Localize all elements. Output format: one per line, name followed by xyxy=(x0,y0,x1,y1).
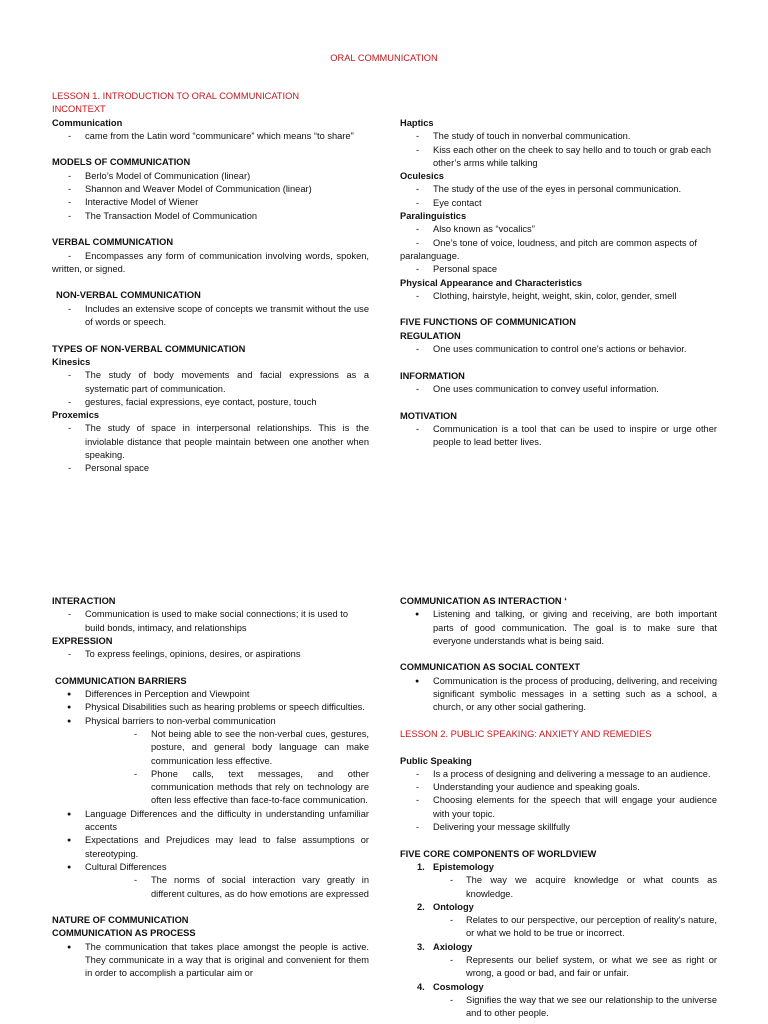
communication-heading: Communication xyxy=(52,117,123,128)
proxemics-item: - Personal space xyxy=(52,462,369,475)
barrier-subitem: - Not being able to see the non-verbal cues, gestures, posture, and general body language can make communication less effective. xyxy=(52,728,369,768)
public-speaking-item: - Is a process of designing and delivering a message to an audience. xyxy=(400,768,717,781)
motivation-heading: MOTIVATION xyxy=(400,410,457,421)
communication-definition: - came from the Latin word “communicare” which means “to share” xyxy=(52,130,369,143)
physical-item: - Clothing, hairstyle, height, weight, skin, color, gender, smell xyxy=(400,290,717,303)
worldview-item-definition: - Relates to our perspective, our perception of reality's nature, or what we hold to be true or incorrect. xyxy=(400,914,717,941)
as-social-definition: ● Communication is the process of producing, delivering, and receiving significant symbolic messages in a setting such as a school, a church, or any other social gathering. xyxy=(400,675,717,715)
barrier-item: ● Expectations and Prejudices may lead to false assumptions or stereotyping. xyxy=(52,834,369,861)
process-heading: COMMUNICATION AS PROCESS xyxy=(52,928,196,939)
public-speaking-item: - Understanding your audience and speaking goals. xyxy=(400,781,717,794)
haptics-item: - The study of touch in nonverbal communication. xyxy=(400,130,717,143)
types-heading: TYPES OF NON-VERBAL COMMUNICATION xyxy=(52,343,246,354)
public-speaking-heading: Public Speaking xyxy=(400,755,472,766)
oculesics-item: - The study of the use of the eyes in personal communication. xyxy=(400,183,717,196)
models-heading: MODELS OF COMMUNICATION xyxy=(52,157,191,168)
public-speaking-item: - Choosing elements for the speech that will engage your audience with your topic. xyxy=(400,794,717,821)
model-item: - The Transaction Model of Communication xyxy=(52,210,369,223)
worldview-item-title: 1. Epistemology xyxy=(417,861,494,872)
paralinguistics-item: - Personal space xyxy=(400,263,717,276)
model-item: - Shannon and Weaver Model of Communication (linear) xyxy=(52,183,369,196)
paralinguistics-heading: Paralinguistics xyxy=(400,211,467,222)
proxemics-item: - The study of space in interpersonal relationships. This is the inviolable distance that people maintain between one another when speaking. xyxy=(52,422,369,462)
kinesics-item: - The study of body movements and facial expressions as a systematic part of communication. xyxy=(52,369,369,396)
nonverbal-heading: NON-VERBAL COMMUNICATION xyxy=(56,290,201,301)
barrier-item: ● Language Differences and the difficulty in understanding unfamiliar accents xyxy=(52,808,369,835)
lesson-1-heading: LESSON 1. INTRODUCTION TO ORAL COMMUNICATION INCONTEXT xyxy=(52,91,300,115)
page-title: ORAL COMMUNICATION xyxy=(330,53,438,63)
physical-heading: Physical Appearance and Characteristics xyxy=(400,277,583,288)
as-interaction-heading: COMMUNICATION AS INTERACTION ‘ xyxy=(400,596,567,606)
interaction-heading: INTERACTION xyxy=(52,596,116,606)
process-definition: ● The communication that takes place amongst the people is active. They communicate in a way that is original and convenient for them in order to accomplish a particular aim or xyxy=(52,941,369,981)
barrier-subitem: - Phone calls, text messages, and other communication methods that rely on technology are often less effective than face-to-face communication. xyxy=(52,768,369,808)
expression-definition: - To express feelings, opinions, desires, or aspirations xyxy=(52,648,369,661)
proxemics-heading: Proxemics xyxy=(52,410,100,421)
information-definition: - One uses communication to convey useful information. xyxy=(400,383,717,396)
worldview-item-definition: - Represents our belief system, or what we see as right or wrong, a good or bad, and fair or unfair. xyxy=(400,954,717,981)
worldview-item-title: 3. Axiology xyxy=(417,941,473,952)
right-column-top xyxy=(400,117,717,449)
worldview-heading: FIVE CORE COMPONENTS OF WORLDVIEW xyxy=(400,848,597,859)
verbal-definition: - Encompasses any form of communication involving words, spoken, written, or signed. xyxy=(52,250,369,274)
regulation-heading: REGULATION xyxy=(400,330,461,341)
nonverbal-definition: - Includes an extensive scope of concepts we transmit without the use of words or speech. xyxy=(52,303,369,330)
as-interaction-definition: ● Listening and talking, or giving and receiving, are both important parts of good communication. The goal is to make sure that everyone understands what is being said. xyxy=(400,608,717,648)
information-heading: INFORMATION xyxy=(400,370,465,381)
barrier-item: ● Cultural Differences xyxy=(52,861,369,874)
five-functions-heading: FIVE FUNCTIONS OF COMMUNICATION xyxy=(400,317,576,328)
interaction-definition: - Communication is used to make social connections; it is used to build bonds, intimacy, and relationships xyxy=(52,608,369,635)
kinesics-item: - gestures, facial expressions, eye contact, posture, touch xyxy=(52,396,369,409)
public-speaking-item: - Delivering your message skillfully xyxy=(400,821,717,834)
barriers-heading: COMMUNICATION BARRIERS xyxy=(55,675,187,686)
model-item: - Interactive Model of Wiener xyxy=(52,196,369,209)
model-item: - Berlo’s Model of Communication (linear) xyxy=(52,170,369,183)
haptics-heading: Haptics xyxy=(400,118,434,128)
oculesics-item: - Eye contact xyxy=(400,197,717,210)
worldview-item-title: 4. Cosmology xyxy=(417,981,484,992)
verbal-heading: VERBAL COMMUNICATION xyxy=(52,237,174,248)
worldview-item-definition: - The way we acquire knowledge or what counts as knowledge. xyxy=(400,874,717,901)
as-social-heading: COMMUNICATION AS SOCIAL CONTEXT xyxy=(400,662,581,673)
nature-heading: NATURE OF COMMUNICATION xyxy=(52,915,189,926)
barrier-item: ● Physical Disabilities such as hearing problems or speech difficulties. xyxy=(52,701,369,714)
left-column-bottom xyxy=(52,595,369,981)
oculesics-heading: Oculesics xyxy=(400,171,444,182)
paralinguistics-item: - Also known as “vocalics” xyxy=(400,223,717,236)
barrier-subitem: - The norms of social interaction vary greatly in different cultures, as do how emotions are expressed xyxy=(52,874,369,901)
haptics-item: - Kiss each other on the cheek to say hello and to touch or grab each other’s arms while talking xyxy=(400,144,717,171)
worldview-item-title: 2. Ontology xyxy=(417,901,474,912)
lesson-2-heading: LESSON 2. PUBLIC SPEAKING: ANXIETY AND REMEDIES xyxy=(400,728,652,739)
kinesics-heading: Kinesics xyxy=(52,356,91,367)
barrier-item: ● Differences in Perception and Viewpoint xyxy=(52,688,369,701)
expression-heading: EXPRESSION xyxy=(52,635,113,646)
barrier-item: ● Physical barriers to non-verbal communication xyxy=(52,715,369,728)
right-column-bottom xyxy=(400,595,717,1021)
regulation-definition: - One uses communication to control one's actions or behavior. xyxy=(400,343,717,356)
paralinguistics-item: - One’s tone of voice, loudness, and pitch are common aspects of paralanguage. xyxy=(400,237,697,261)
worldview-item-definition: - Signifies the way that we see our relationship to the universe and to other people. xyxy=(400,994,717,1021)
motivation-definition: - Communication is a tool that can be used to inspire or urge other people to lead better lives. xyxy=(400,423,717,450)
left-column-top xyxy=(52,90,369,476)
